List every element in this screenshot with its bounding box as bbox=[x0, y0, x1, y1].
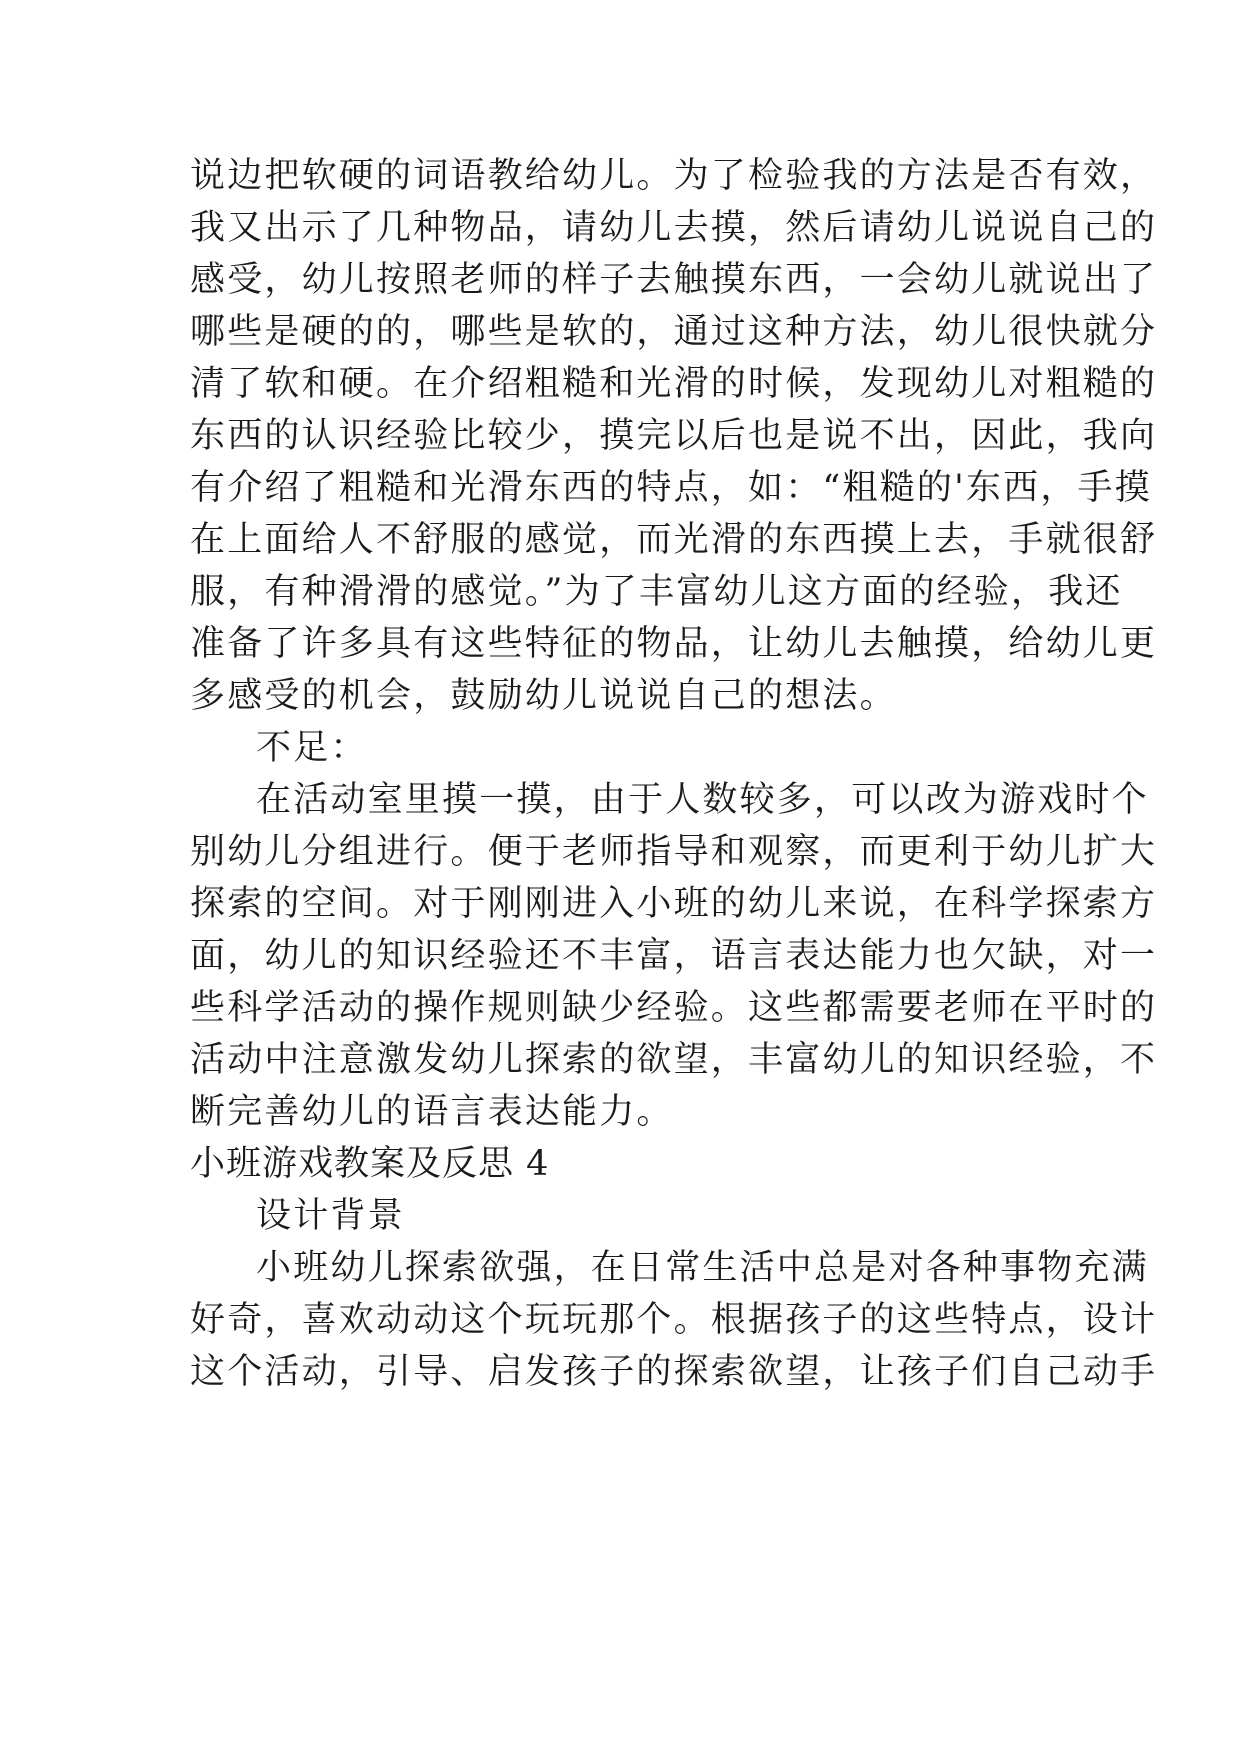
text-line: 小班幼儿探索欲强，在日常生活中总是对各种事物充满 bbox=[256, 1248, 1149, 1288]
text-line: 别幼儿分组进行。便于老师指导和观察，而更利于幼儿扩大 bbox=[190, 832, 1158, 872]
text-line: 说边把软硬的词语教给幼儿。为了检验我的方法是否有效， bbox=[190, 156, 1158, 196]
text-line: 清了软和硬。在介绍粗糙和光滑的时候，发现幼儿对粗糙的 bbox=[190, 364, 1158, 404]
body-text bbox=[190, 150, 1158, 1398]
text-line: 哪些是硬的的，哪些是软的，通过这种方法，幼儿很快就分 bbox=[190, 312, 1158, 352]
text-line: 在活动室里摸一摸，由于人数较多，可以改为游戏时个 bbox=[256, 780, 1149, 820]
text-line: 有介绍了粗糙和光滑东西的特点，如：“粗糙的'东西，手摸 bbox=[190, 468, 1152, 508]
text-line: 多感受的机会，鼓励幼儿说说自己的想法。 bbox=[190, 676, 897, 716]
text-line: 感受，幼儿按照老师的样子去触摸东西，一会幼儿就说出了 bbox=[190, 260, 1158, 300]
text-line: 准备了许多具有这些特征的物品，让幼儿去触摸，给幼儿更 bbox=[190, 624, 1158, 664]
text-line: 断完善幼儿的语言表达能力。 bbox=[190, 1092, 674, 1132]
section-label-shortcomings: 不足： bbox=[256, 728, 368, 768]
text-line: 些科学活动的操作规则缺少经验。这些都需要老师在平时的 bbox=[190, 988, 1158, 1028]
text-line: 活动中注意激发幼儿探索的欲望，丰富幼儿的知识经验，不 bbox=[190, 1040, 1158, 1080]
text-line: 探索的空间。对于刚刚进入小班的幼儿来说，在科学探索方 bbox=[190, 884, 1158, 924]
text-line: 我又出示了几种物品，请幼儿去摸，然后请幼儿说说自己的 bbox=[190, 208, 1158, 248]
text-line: 东西的认识经验比较少，摸完以后也是说不出，因此，我向 bbox=[190, 416, 1158, 456]
subheading-design-background: 设计背景 bbox=[256, 1196, 405, 1236]
text-line: 好奇，喜欢动动这个玩玩那个。根据孩子的这些特点，设计 bbox=[190, 1300, 1158, 1340]
text-line: 面，幼儿的知识经验还不丰富，语言表达能力也欠缺，对一 bbox=[190, 936, 1158, 976]
text-line: 这个活动，引导、启发孩子的探索欲望，让孩子们自己动手 bbox=[190, 1352, 1158, 1392]
text-line: 服，有种滑滑的感觉。”为了丰富幼儿这方面的经验，我还 bbox=[190, 572, 1123, 612]
section-heading: 小班游戏教案及反思 4 bbox=[190, 1144, 550, 1184]
text-line: 在上面给人不舒服的感觉，而光滑的东西摸上去，手就很舒 bbox=[190, 520, 1158, 560]
